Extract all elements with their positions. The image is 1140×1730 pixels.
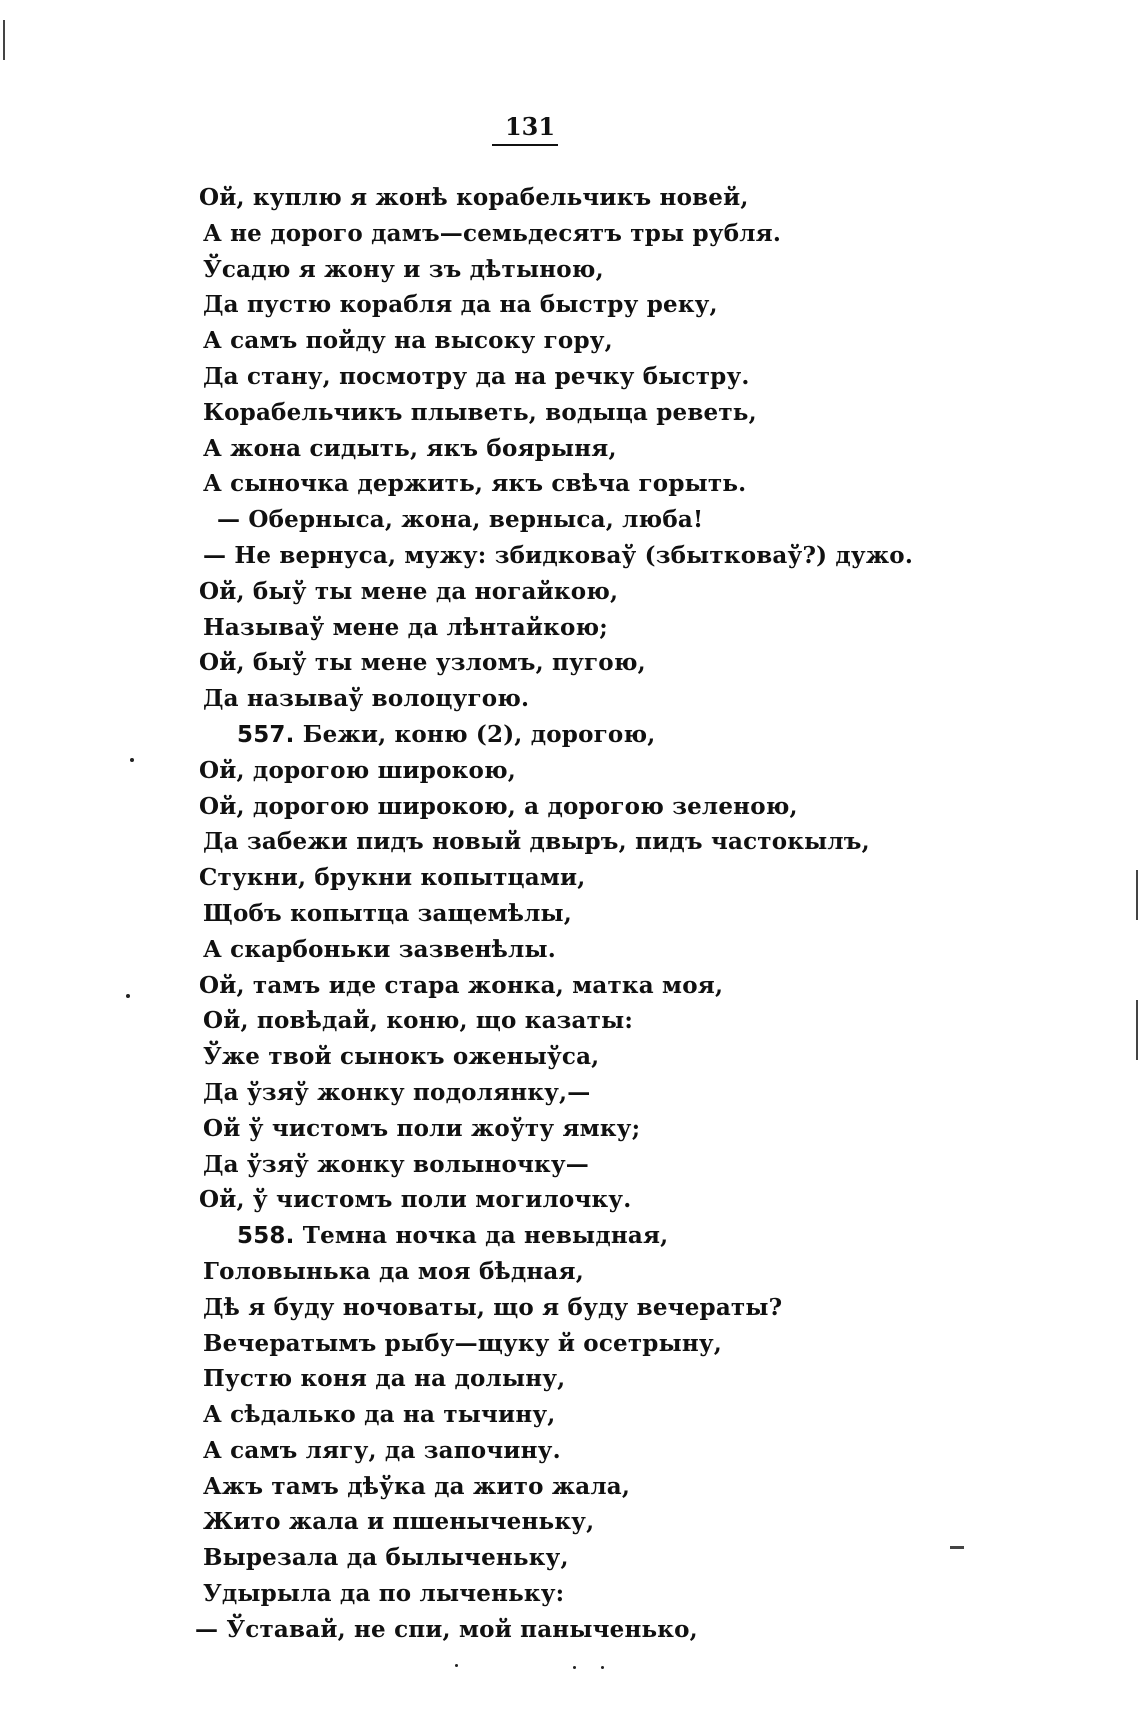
line-text: Ажъ тамъ дѣўка да жито жала,	[203, 1472, 631, 1500]
line-text: Да называў волоцугою.	[203, 685, 530, 713]
print-speck	[130, 758, 134, 762]
text-line	[203, 359, 1083, 395]
song-number: 558.	[237, 1223, 295, 1250]
text-line	[203, 824, 1083, 860]
print-speck	[126, 994, 130, 998]
line-text: Ой, куплю я жонѣ корабельчикъ новей,	[199, 184, 749, 211]
text-line	[203, 1075, 1083, 1111]
text-line	[203, 431, 1083, 467]
line-text: Вечератымъ рыбу—щуку й осетрыну,	[203, 1329, 723, 1357]
text-line	[203, 1003, 1083, 1039]
text-line	[203, 1111, 1083, 1147]
print-speck	[455, 1664, 458, 1667]
text-line	[203, 323, 1083, 359]
text-line	[203, 1361, 1083, 1397]
text-line	[199, 860, 1083, 896]
line-text: Ўже твой сынокъ оженыўса,	[203, 1043, 600, 1071]
text-line	[203, 395, 1083, 431]
line-text: — Ўставай, не спи, мой паныченько,	[195, 1615, 698, 1643]
line-text: Ўсадю я жону и зъ дѣтыною,	[203, 255, 604, 283]
text-line	[203, 1290, 1083, 1326]
text-line	[199, 1182, 1083, 1218]
print-speck	[573, 1666, 576, 1669]
text-line	[203, 717, 1083, 753]
text-line	[203, 1504, 1083, 1540]
text-line	[199, 968, 1083, 1004]
line-text: — Оберныса, жона, верныса, люба!	[217, 506, 704, 534]
text-line	[203, 1147, 1083, 1183]
line-text: Да ўзяў жонку подолянку,—	[203, 1078, 591, 1106]
text-line	[203, 502, 1083, 538]
line-text: Корабельчикъ плыветь, водыца реветь,	[203, 398, 757, 426]
text-line	[195, 1612, 1083, 1648]
text-line	[203, 1218, 1083, 1254]
text-line	[203, 1039, 1083, 1075]
line-text: Ой, дорогою широкою,	[199, 756, 516, 784]
line-text: Да стану, посмотру да на речку быстру.	[203, 362, 750, 390]
scan-edge-mark	[3, 20, 5, 60]
text-line	[203, 252, 1083, 288]
song-number: 557.	[237, 721, 295, 748]
line-text: А самъ пойду на высоку гору,	[203, 327, 613, 355]
text-line	[203, 287, 1083, 323]
text-line	[203, 1397, 1083, 1433]
line-text: Удырыла да по лыченьку:	[203, 1580, 565, 1608]
text-line	[203, 1254, 1083, 1290]
line-text: Называў мене да лѣнтайкою;	[203, 613, 608, 641]
text-line	[199, 574, 1083, 610]
line-text: Ой, быў ты мене да ногайкою,	[199, 577, 619, 605]
scan-edge-mark	[950, 1546, 964, 1549]
scan-edge-mark	[1136, 870, 1138, 920]
text-line	[203, 896, 1083, 932]
line-text: А скарбоньки зазвенѣлы.	[203, 935, 556, 963]
page-number: 131	[504, 112, 556, 141]
line-text: Жито жала и пшеныченьку,	[203, 1508, 595, 1536]
line-text: Ой ў чистомъ поли жоўту ямку;	[203, 1114, 641, 1142]
line-text: Темна ночка да невыдная,	[294, 1222, 669, 1250]
line-text: Да ўзяў жонку волыночку—	[203, 1150, 589, 1178]
line-text: — Не вернуса, мужу: збидковаў (збытковаў?) дужо.	[203, 541, 914, 569]
line-text: Да забежи пидъ новый двыръ, пидъ частокылъ,	[203, 828, 870, 856]
text-line	[203, 216, 1083, 252]
line-text: А сѣдалько да на тычину,	[203, 1401, 556, 1429]
line-text: Головынька да моя бѣдная,	[203, 1257, 584, 1285]
scan-edge-mark	[1136, 1000, 1138, 1060]
text-line	[199, 753, 1083, 789]
line-text: А сыночка держить, якъ свѣча горыть.	[203, 470, 747, 498]
text-line	[199, 180, 1083, 216]
text-line	[203, 466, 1083, 502]
text-line	[203, 1576, 1083, 1612]
text-line	[203, 1433, 1083, 1469]
print-speck	[601, 1666, 604, 1669]
line-text: Ой, дорогою широкою, а дорогою зеленою,	[199, 792, 798, 820]
line-text: Ой, ў чистомъ поли могилочку.	[199, 1186, 632, 1214]
text-line	[199, 645, 1083, 681]
text-line	[203, 1326, 1083, 1362]
line-text: Да пустю корабля да на быстру реку,	[203, 291, 718, 319]
line-text: А самъ лягу, да започину.	[203, 1436, 561, 1464]
line-text: Щобъ копытца защемѣлы,	[203, 899, 572, 927]
line-text: А не дорого дамъ—семьдесятъ тры рубля.	[203, 219, 782, 247]
text-line	[203, 1469, 1083, 1505]
line-text: Дѣ я буду ночоваты, що я буду вечераты?	[203, 1293, 783, 1321]
line-text: А жона сидыть, якъ боярыня,	[203, 434, 617, 462]
page-number-underline	[492, 144, 558, 146]
line-text: Вырезала да былыченьку,	[203, 1544, 569, 1572]
line-text: Ой, тамъ иде стара жонка, матка моя,	[199, 971, 724, 999]
text-line	[203, 932, 1083, 968]
text-line	[203, 538, 1083, 574]
text-line	[199, 789, 1083, 825]
line-text: Ой, повѣдай, коню, що казаты:	[203, 1007, 634, 1035]
line-text: Пустю коня да на долыну,	[203, 1365, 566, 1393]
line-text: Бежи, коню (2), дорогою,	[294, 720, 656, 748]
text-line	[203, 610, 1083, 646]
text-line	[203, 681, 1083, 717]
line-text: Стукни, брукни копытцами,	[199, 864, 586, 892]
poem-text	[195, 180, 1083, 1648]
line-text: Ой, быў ты мене узломъ, пугою,	[199, 649, 646, 677]
